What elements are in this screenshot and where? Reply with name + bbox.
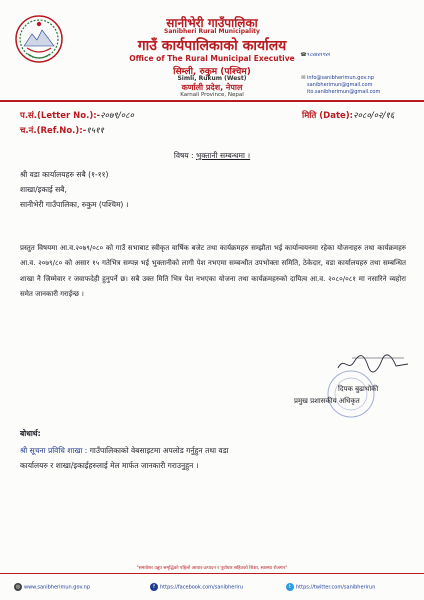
contact-email-2[interactable]: sanibherimun@gmail.com (307, 82, 373, 88)
globe-icon: ◎ (15, 584, 21, 590)
reference-number: च.नं.(Ref.No.):-१५११ (20, 126, 104, 136)
cc-line-1 (20, 446, 229, 456)
signatory-name: दिपक बुढाथोकी (338, 385, 379, 393)
subject-label: विषय : (173, 151, 194, 160)
cc-heading: बोधार्थ: (20, 429, 41, 438)
province-np: कर्णाली प्रदेश, नेपाल (181, 83, 243, 92)
footer-facebook[interactable]: f https://facebook.com/sanibheriru (150, 583, 243, 591)
footer-slogan: "समावेशर उन्नुप समृद्धिको पहिलो आधार-उत्पादन र पूर्वाधार सहितको शिक्षा, स्वास्थ्य रोजगार" (136, 566, 288, 571)
recipient-line-2: शाखा/इकाई सबै, (20, 185, 67, 194)
email-icon: ✉ (301, 75, 306, 81)
location-en: Simli, Rukum (West) (177, 75, 247, 82)
contact-email[interactable]: ✉info@sanibherimun.gov.np (301, 75, 375, 81)
office-title-np: गाउँ कार्यपालिकाको कार्यालय (137, 38, 287, 54)
cc-line-1-text: गाउँपालिकाको वेबसाइटमा अपलोड गर्नुहुन तथा वडा (89, 446, 229, 455)
office-title-en: Office of The Rural Municipal Executive (129, 54, 295, 63)
header-divider (0, 100, 424, 102)
cc-recipient-name: श्री सूचना प्रविधि शाखा : (20, 446, 88, 455)
letter-date: मिति (Date):२०८०/०२/१६ (302, 111, 395, 121)
cc-line-2: कार्यालयरु र शाखा/इकाईहरुलाई मेल मार्फत जानकारी गराउनुहुन । (20, 461, 199, 470)
official-stamp (325, 368, 377, 420)
municipality-title-en: Sanibheri Rural Municipality (164, 28, 260, 35)
footer-website[interactable]: ◎ www.sanibherimun.gov.np (15, 584, 91, 591)
contact-phone: ☎९८४४४१९४२ (300, 52, 331, 58)
recipient-line-3: सानीभेरी गाउँपालिका, रुकुम (पश्चिम) । (20, 200, 129, 209)
recipient-line-1: श्री वडा कार्यालयहरु सबै (१-११) (20, 170, 109, 179)
letter-body: प्रस्तुत विषयमा आ.व.२०७९/०८० को गाउँ सभाबाट स्वीकृत वार्षिक बजेट तथा कार्यक्रमहरु सम्झौता भई कार्यान्वयनमा रहेका योजनाहरु तथा कार्यक्रमहरु आ.व. २०७९/८० को असार १५ गतेभित्र सम्पन्न भई भुक्तानीको लागी पेश नभएमा सम्बन्धीत उपभोक्ता समिति, ठेकेदार, वडा कार्यालयहरु तथा सम्बन्धित शाखा नै जिम्मेवार र जवाफदेही हुनुपर्ने छ। सबै उक्त मिति भित्र पेश नभएका योजना तथा कार्यक्रमहरुको दायित्व आ.व. २०८०/०८१ मा नसारिने व्यहोरा समेत जानकारी गराईन्छ । (20, 244, 406, 299)
municipality-title-np: सानीभेरी गाउँपालिका (166, 16, 258, 30)
location-np: सिम्ली, रुकुम (पश्चिम) (173, 67, 251, 77)
phone-icon: ☎ (300, 52, 307, 58)
footer-twitter[interactable]: t https://twitter.com/sanibherirun (286, 583, 375, 591)
contact-email-3[interactable]: ito.sanibherimun@gmail.com (307, 89, 381, 95)
signatory-title: प्रमुख प्रशासकीय अधिकृत (294, 397, 360, 405)
province-en: Karnali Province, Nepal (180, 92, 244, 98)
letter-subject (0, 151, 424, 161)
facebook-icon: f (150, 583, 158, 591)
footer-divider (0, 573, 424, 574)
subject-value: भुक्तानी सम्बन्धमा । (195, 151, 251, 160)
letter-number: प.सं.(Letter No.):-२०७९/०८० (20, 111, 134, 121)
twitter-icon: t (286, 583, 294, 591)
